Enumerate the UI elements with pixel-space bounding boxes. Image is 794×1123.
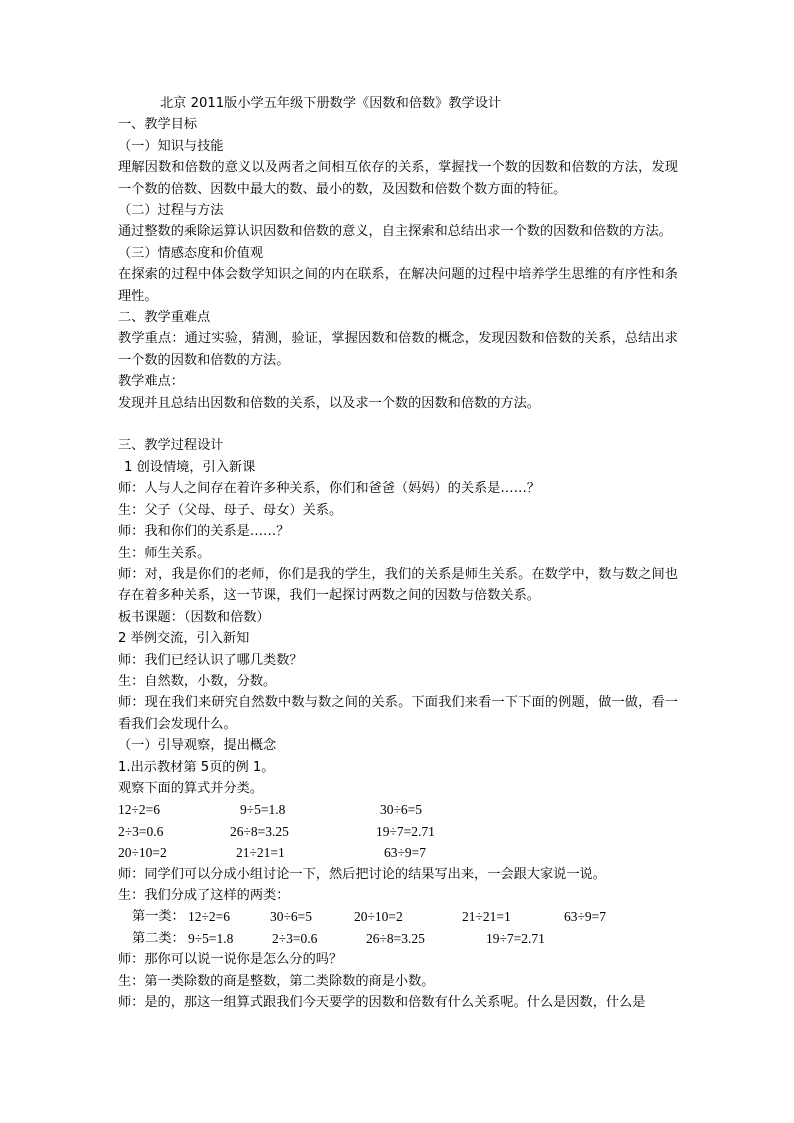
equation: 2÷3=0.6 bbox=[118, 823, 164, 839]
subsection-heading: （一）知识与技能 bbox=[118, 138, 224, 154]
equation: 20÷10=2 bbox=[354, 909, 403, 925]
dialogue-line: 生：我们分成了这样的两类： bbox=[118, 887, 290, 903]
equation: 63÷9=7 bbox=[564, 909, 607, 925]
paragraph: 理解因数和倍数的意义以及两者之间相互依存的关系，掌握找一个数的因数和倍数的方法，发现一个数的倍数、因数中最大的数、最小的数，及因数和倍数个数方面的特征。 bbox=[118, 160, 678, 197]
dialogue-line: 师：是的，那这一组算式跟我们今天要学的因数和倍数有什么关系呢。什么是因数，什么是 bbox=[118, 994, 646, 1010]
paragraph: 观察下面的算式并分类。 bbox=[118, 780, 264, 796]
section-heading: 三、教学过程设计 bbox=[118, 438, 224, 454]
section-heading: 二、教学重难点 bbox=[118, 310, 211, 326]
dialogue-line: 生：第一类除数的商是整数，第二类除数的商是小数。 bbox=[118, 973, 435, 989]
dialogue-line: 师：对，我是你们的老师，你们是我的学生，我们的关系是师生关系。在数学中，数与数之间也存在着多种关系，这一节课，我们一起探讨两数之间的因数与倍数关系。 bbox=[118, 566, 678, 604]
equation: 9÷5=1.8 bbox=[188, 930, 234, 946]
equation: 12÷2=6 bbox=[188, 909, 231, 925]
equation: 20÷10=2 bbox=[118, 845, 167, 861]
subsection-heading: （三）情感态度和价值观 bbox=[118, 245, 264, 261]
equation-row bbox=[118, 821, 678, 842]
paragraph: 教学难点： bbox=[118, 374, 184, 390]
document-body bbox=[118, 93, 678, 1013]
equation: 21÷21=1 bbox=[236, 845, 285, 861]
class-label: 第二类： bbox=[132, 930, 185, 946]
dialogue-line: 师：人与人之间存在着许多种关系，你们和爸爸（妈妈）的关系是……？ bbox=[118, 481, 540, 497]
board-title: 板书课题：（因数和倍数） bbox=[118, 609, 270, 625]
equation: 21÷21=1 bbox=[462, 909, 511, 925]
equation-row bbox=[118, 799, 678, 820]
step-heading: 1 创设情境，引入新课 bbox=[124, 459, 256, 475]
dialogue-line: 生：父子（父母、母子、母女）关系。 bbox=[118, 502, 343, 518]
section-heading: 一、教学目标 bbox=[118, 117, 198, 133]
paragraph: 1.出示教材第 5页的例 1。 bbox=[118, 759, 275, 775]
equation: 9÷5=1.8 bbox=[240, 802, 286, 818]
paragraph: 通过整数的乘除运算认识因数和倍数的意义，自主探索和总结出求一个数的因数和倍数的方法。 bbox=[118, 224, 672, 240]
equation: 26÷8=3.25 bbox=[366, 930, 425, 946]
blank-line bbox=[118, 414, 678, 435]
equation: 19÷7=2.71 bbox=[486, 930, 545, 946]
dialogue-line: 师：现在我们来研究自然数中数与数之间的关系。下面我们来看一下下面的例题，做一做，看一看我们会发现什么。 bbox=[118, 695, 678, 732]
step-heading: 2 举例交流，引入新知 bbox=[118, 631, 250, 647]
document-title: 北京 2011版小学五年级下册数学《因数和倍数》教学设计 bbox=[160, 96, 502, 111]
equation: 26÷8=3.25 bbox=[230, 823, 289, 839]
equation: 30÷6=5 bbox=[270, 909, 313, 925]
equation-row bbox=[118, 842, 678, 863]
equation: 19÷7=2.71 bbox=[376, 823, 435, 839]
subsection-heading: （二）过程与方法 bbox=[118, 203, 224, 219]
equation: 12÷2=6 bbox=[118, 802, 161, 818]
equation: 30÷6=5 bbox=[380, 802, 423, 818]
dialogue-line: 师：同学们可以分成小组讨论一下，然后把讨论的结果写出来，一会跟大家说一说。 bbox=[118, 866, 606, 882]
equation: 63÷9=7 bbox=[384, 845, 427, 861]
dialogue-line: 生：师生关系。 bbox=[118, 545, 211, 561]
paragraph: 教学重点：通过实验，猜测，验证，掌握因数和倍数的概念，发现因数和倍数的关系，总结出求一个数的因数和倍数的方法。 bbox=[118, 331, 678, 368]
class-one-row bbox=[118, 906, 678, 927]
class-label: 第一类： bbox=[132, 909, 185, 925]
dialogue-line: 生：自然数，小数，分数。 bbox=[118, 673, 277, 689]
paragraph: 在探索的过程中体会数学知识之间的内在联系，在解决问题的过程中培养学生思维的有序性和条理性。 bbox=[118, 267, 678, 304]
equation: 2÷3=0.6 bbox=[272, 930, 318, 946]
dialogue-line: 师：那你可以说一说你是怎么分的吗？ bbox=[118, 952, 343, 968]
subsection-heading: （一）引导观察，提出概念 bbox=[118, 738, 277, 754]
dialogue-line: 师：我们已经认识了哪几类数？ bbox=[118, 652, 303, 668]
paragraph: 发现并且总结出因数和倍数的关系，以及求一个数的因数和倍数的方法。 bbox=[118, 395, 540, 411]
dialogue-line: 师：我和你们的关系是……？ bbox=[118, 524, 290, 540]
class-two-row bbox=[118, 928, 678, 949]
